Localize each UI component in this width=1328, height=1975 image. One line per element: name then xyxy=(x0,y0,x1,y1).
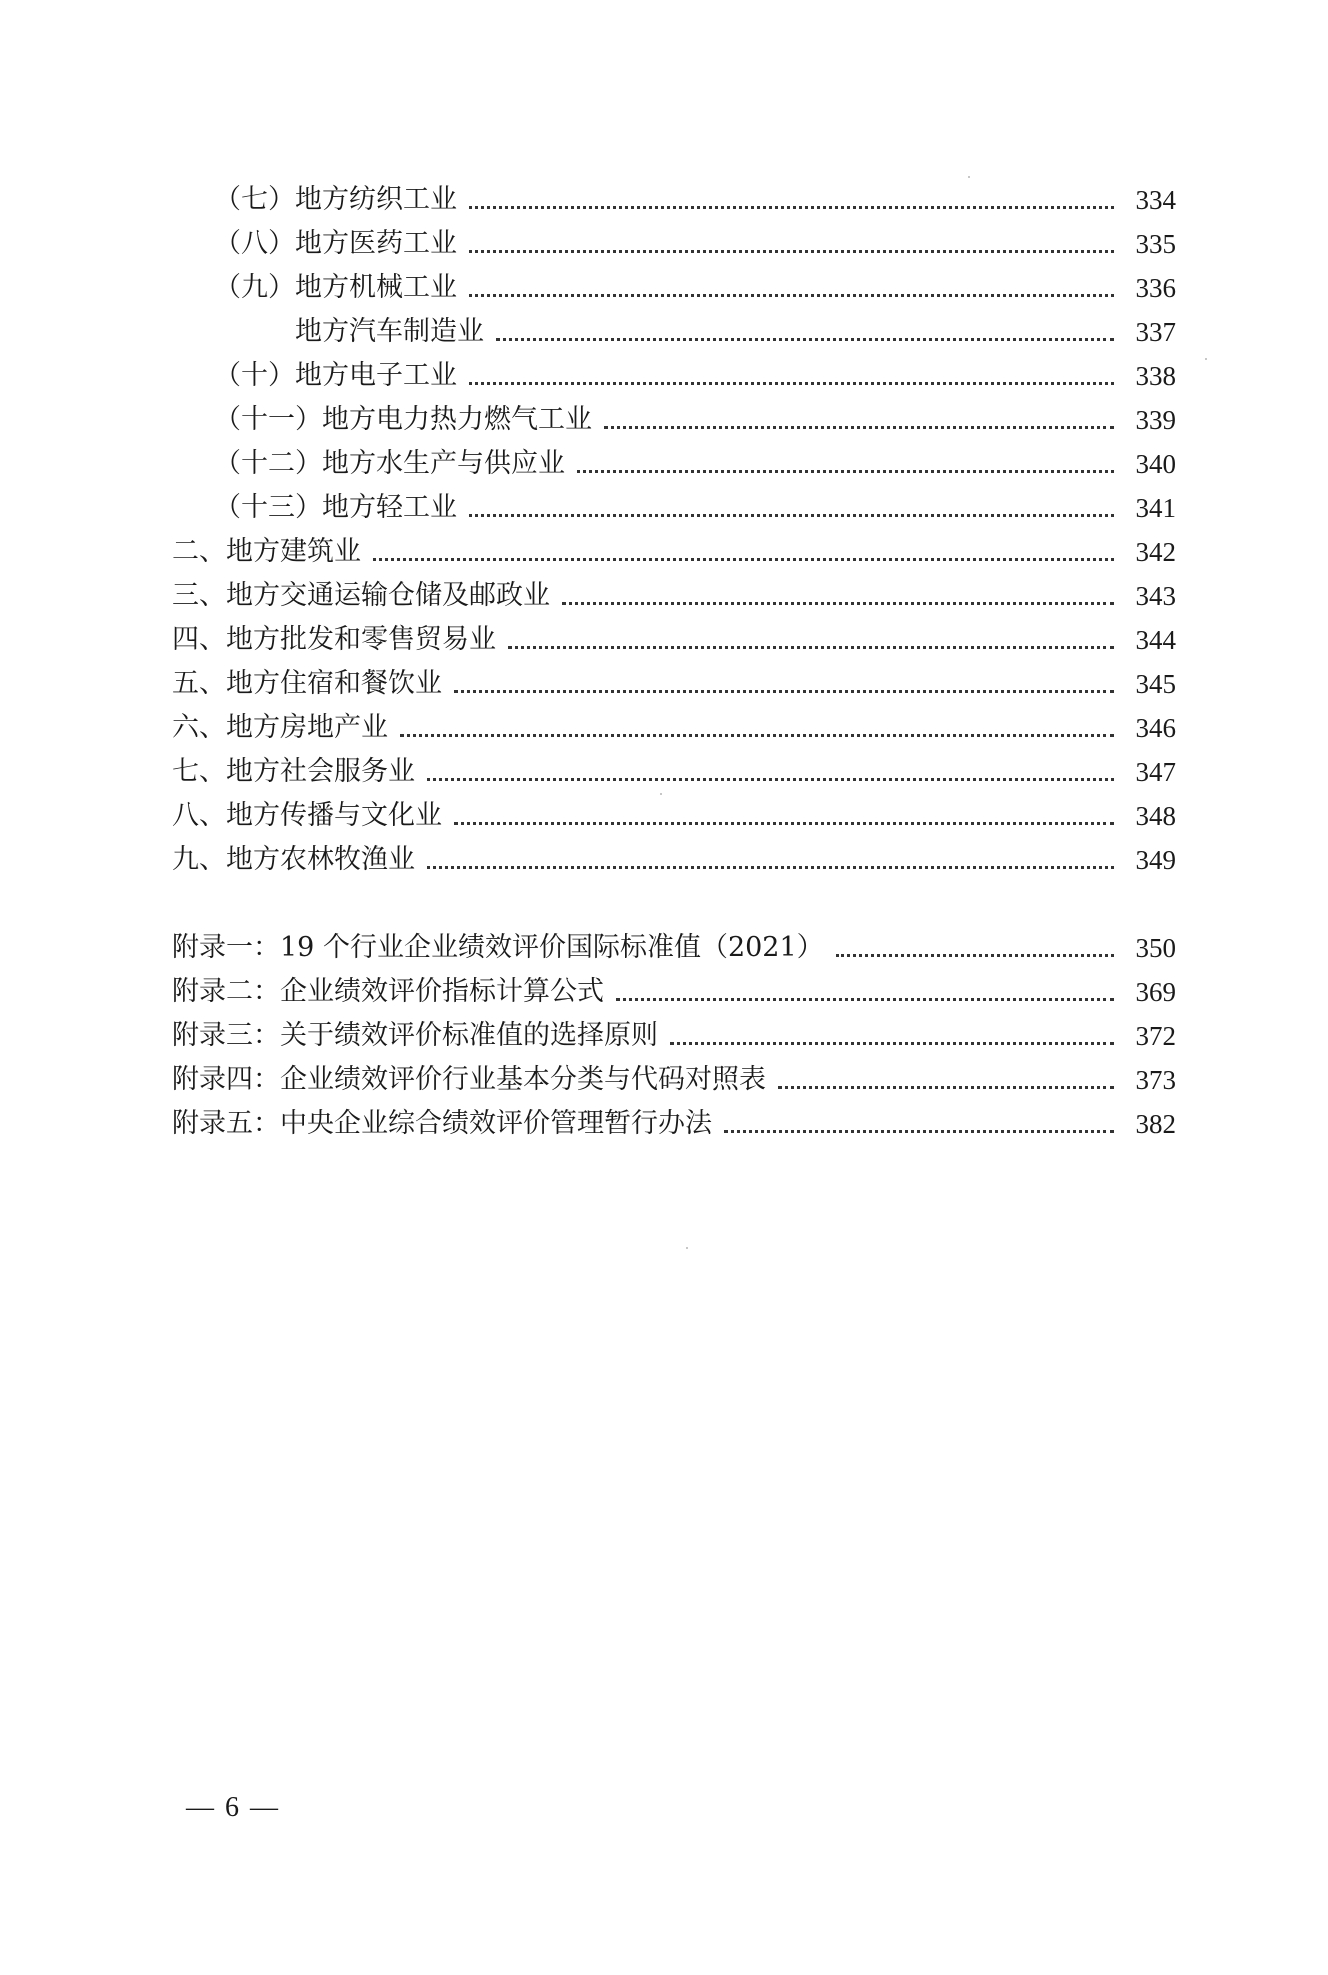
dot-leader xyxy=(778,1060,1114,1100)
toc-entry-label: 九、地方农林牧渔业 xyxy=(172,844,415,875)
scan-speck xyxy=(660,793,662,795)
dot-leader xyxy=(670,1016,1114,1056)
dot-leader xyxy=(427,840,1114,880)
toc-entry-label: 七、地方社会服务业 xyxy=(172,756,415,787)
appendix-entry[interactable] xyxy=(172,1104,1176,1144)
toc-entry[interactable] xyxy=(172,752,1176,792)
toc-entry[interactable] xyxy=(172,620,1176,660)
toc-entry[interactable] xyxy=(172,840,1176,880)
toc-entry-page: 336 xyxy=(1135,273,1176,303)
dot-leader xyxy=(469,268,1114,308)
dot-leader xyxy=(454,796,1114,836)
appendix-entry-label: 附录二：企业绩效评价指标计算公式 xyxy=(172,976,604,1007)
dot-leader xyxy=(454,664,1114,704)
dot-leader xyxy=(724,1104,1114,1144)
toc-entry-page: 339 xyxy=(1135,405,1176,435)
dot-leader xyxy=(508,620,1114,660)
toc-entry-page: 347 xyxy=(1135,757,1176,787)
dot-leader xyxy=(469,488,1114,528)
toc-entry-label: （十三）地方轻工业 xyxy=(214,492,457,523)
dot-leader xyxy=(604,400,1114,440)
toc-entry-label: （八）地方医药工业 xyxy=(214,228,457,259)
appendix-entry-label: 附录五：中央企业综合绩效评价管理暂行办法 xyxy=(172,1108,712,1139)
appendix-entry-page: 372 xyxy=(1135,1021,1176,1051)
toc-entry-label: 六、地方房地产业 xyxy=(172,712,388,743)
toc-entry[interactable] xyxy=(214,268,1176,308)
dot-leader xyxy=(469,180,1114,220)
toc-entry[interactable] xyxy=(172,708,1176,748)
toc-entry-label: 地方汽车制造业 xyxy=(295,316,484,347)
appendix-entry-label: 附录三：关于绩效评价标准值的选择原则 xyxy=(172,1020,658,1051)
toc-entry-page: 342 xyxy=(1135,537,1176,567)
toc-entry-page: 343 xyxy=(1135,581,1176,611)
toc-entry[interactable] xyxy=(214,444,1176,484)
scan-speck xyxy=(686,1247,688,1249)
toc-entry-label: 四、地方批发和零售贸易业 xyxy=(172,624,496,655)
dot-leader xyxy=(373,532,1114,572)
toc-entry[interactable] xyxy=(295,312,1176,352)
toc-entry-page: 349 xyxy=(1135,845,1176,875)
toc-entry[interactable] xyxy=(214,180,1176,220)
dot-leader xyxy=(400,708,1114,748)
appendix-entry[interactable] xyxy=(172,1060,1176,1100)
scan-speck xyxy=(1205,358,1207,360)
appendix-entry-label: 附录一：19 个行业企业绩效评价国际标准值（2021） xyxy=(172,932,824,963)
dot-leader xyxy=(469,224,1114,264)
dot-leader xyxy=(577,444,1114,484)
toc-entry[interactable] xyxy=(172,664,1176,704)
toc-entry-page: 345 xyxy=(1135,669,1176,699)
appendix-entry-page: 373 xyxy=(1135,1065,1176,1095)
toc-entry-label: 二、地方建筑业 xyxy=(172,536,361,567)
toc-entry-label: （十二）地方水生产与供应业 xyxy=(214,448,565,479)
toc-entry-page: 340 xyxy=(1135,449,1176,479)
toc-entry-page: 346 xyxy=(1135,713,1176,743)
toc-entry-page: 334 xyxy=(1135,185,1176,215)
appendix-entry[interactable] xyxy=(172,972,1176,1012)
toc-entry[interactable] xyxy=(214,400,1176,440)
page-number: — 6 — xyxy=(186,1792,280,1823)
scan-speck xyxy=(968,176,970,178)
toc-entry[interactable] xyxy=(172,796,1176,836)
toc-entry-label: （九）地方机械工业 xyxy=(214,272,457,303)
appendix-entry[interactable] xyxy=(172,928,1176,968)
appendix-entry-page: 369 xyxy=(1135,977,1176,1007)
toc-entry[interactable] xyxy=(172,576,1176,616)
dot-leader xyxy=(836,928,1114,968)
appendix-entry-label: 附录四：企业绩效评价行业基本分类与代码对照表 xyxy=(172,1064,766,1095)
toc-entry-label: （七）地方纺织工业 xyxy=(214,184,457,215)
appendix-entry-page: 382 xyxy=(1135,1109,1176,1139)
dot-leader xyxy=(469,356,1114,396)
toc-entry-page: 348 xyxy=(1135,801,1176,831)
toc-entry-page: 335 xyxy=(1135,229,1176,259)
toc-entry-page: 338 xyxy=(1135,361,1176,391)
appendix-entry-page: 350 xyxy=(1135,933,1176,963)
toc-entry-label: 八、地方传播与文化业 xyxy=(172,800,442,831)
toc-entry[interactable] xyxy=(172,532,1176,572)
toc-entry-label: （十一）地方电力热力燃气工业 xyxy=(214,404,592,435)
dot-leader xyxy=(427,752,1114,792)
toc-entry[interactable] xyxy=(214,224,1176,264)
toc-entry-label: 五、地方住宿和餐饮业 xyxy=(172,668,442,699)
toc-entry[interactable] xyxy=(214,356,1176,396)
toc-entry[interactable] xyxy=(214,488,1176,528)
toc-entry-page: 344 xyxy=(1135,625,1176,655)
appendix-entry[interactable] xyxy=(172,1016,1176,1056)
dot-leader xyxy=(562,576,1114,616)
toc-entry-label: 三、地方交通运输仓储及邮政业 xyxy=(172,580,550,611)
toc-entry-page: 337 xyxy=(1135,317,1176,347)
dot-leader xyxy=(496,312,1114,352)
toc-entry-label: （十）地方电子工业 xyxy=(214,360,457,391)
dot-leader xyxy=(616,972,1114,1012)
toc-entry-page: 341 xyxy=(1135,493,1176,523)
